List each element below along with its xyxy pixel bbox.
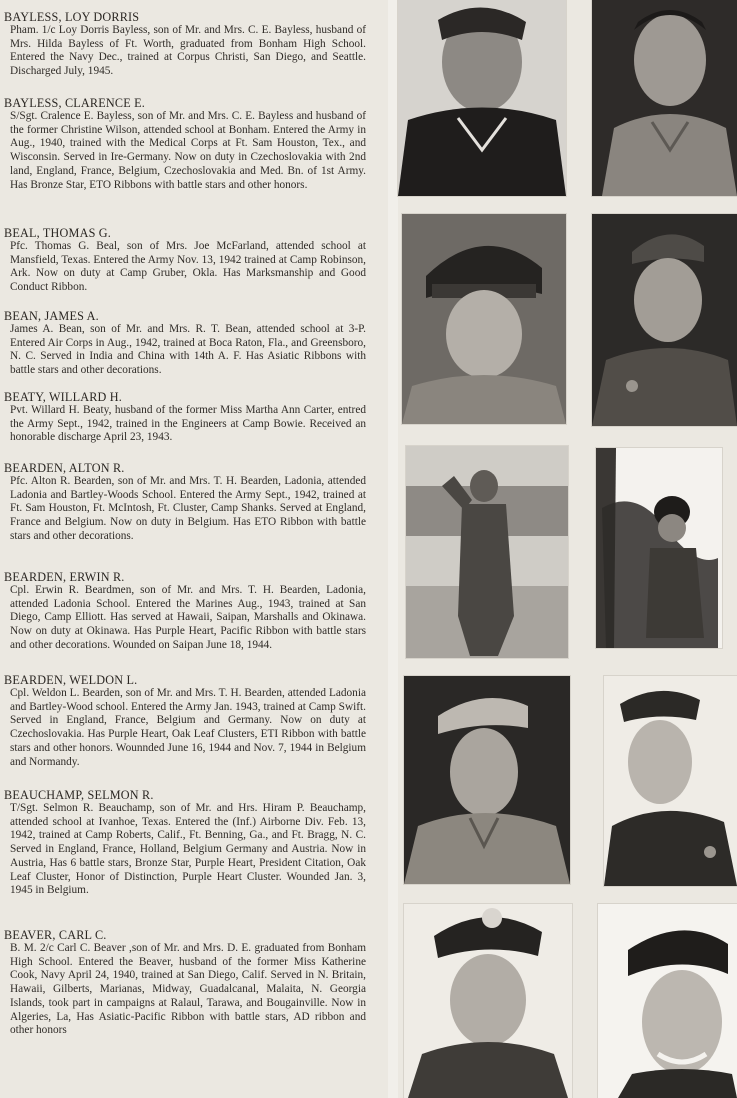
portrait-photo-garrison-cap (592, 214, 737, 426)
photo-saluting-soldier (406, 446, 568, 658)
portrait-photo-smiling-soldier (604, 676, 737, 886)
entry-beaver-carl (4, 928, 366, 1038)
entry-beaty-willard (4, 390, 366, 445)
portrait-photo-sailor (398, 0, 566, 196)
entry-body: S/Sgt. Cralence E. Bayless, son of Mr. and Mrs. C. E. Bayless and husband of the former Christine Wilson, attended school at Bonham. Entered the Army in Aug., 1940, trained with the Medical Corps at Ft. Sam Houston, Tex., and Wisconsin. Served in Ire-Germany. Now on duty in Czechoslovakia with 2nd land, England, France, Belgium, Czechoslovakia and Med. Bn. of 1st Army. Has Bronze Star, ETO Ribbons with battle stars and other honors. (10, 110, 366, 191)
entry-body: Cpl. Erwin R. Beardmen, son of Mr. and Mrs. T. H. Bearden, Ladonia, attended Ladonia School. Entered the Marines Aug., 1943, trained at San Diego, Camp Elliott. Has served at Hawaii, Saipan, Marshalls and Okinawa. Now on duty at Okinawa. Has Purple Heart, Pacific Ribbon with battle stars and other decorations. Wounded on Saipan June 18, 1944. (10, 584, 366, 651)
entry-name: BEAL, THOMAS G. (4, 226, 112, 240)
entry-bean-james (4, 309, 366, 378)
entry-body: James A. Bean, son of Mr. and Mrs. R. T. Bean, attended school at 3-P. Entered Air Corps in Aug., 1942, trained at Boca Raton, Fla., and Greensboro, N. C. Served in India and China with 14th A. F. Has Asiatic Ribbons with battle stars and other decorations. (10, 323, 366, 377)
entry-bearden-alton (4, 461, 366, 544)
entry-body: Pham. 1/c Loy Dorris Bayless, son of Mr. and Mrs. C. E. Bayless, husband of Mrs. Hilda Bayless of Ft. Worth, graduated from Bonham High School. Entered the Navy Dec., trained at Corpus Christi, San Diego, and Seattle. Discharged July, 1945. (10, 24, 366, 78)
entry-body: B. M. 2/c Carl C. Beaver ,son of Mr. and Mrs. D. E. graduated from Bonham High School. Entered the Beaver, husband of the former Miss Katherine Cook, Navy April 24, 1940, trained at San Diego, Calif. Served in N. Britain, Hawaii, Gilberts, Marianas, Midway, Guadalcanal, Malaita, N. Georgia Islands, took part in campaigns at Ralaul, Tarawa, and Bougainville. Now in Algeries, La, Has Asiatic-Pacific Ribbon with battle stars, AD ribbon and other honors (10, 942, 366, 1037)
entry-body: Pvt. Willard H. Beaty, husband of the former Miss Martha Ann Carter, entred the Army Sept., 1942, trained in the Engineers at Camp Bowie. Received an honorable discharge April 23, 1943. (10, 404, 366, 444)
entry-bayless-loy (4, 10, 366, 79)
entry-name: BEARDEN, WELDON L. (4, 673, 138, 687)
entry-body: Pfc. Alton R. Bearden, son of Mr. and Mrs. T. H. Bearden, Ladonia, attended Ladonia and Bartley-Woods School. Entered the Army Sept., 1942, trained at Ft. Sam Houston, Ft. McIntosh, Ft. Cluster, Camp Shanks. Served at England, France and Belgium. Now on duty in Belgium. Has ETO Ribbon with battle stars and other decorations. (10, 475, 366, 542)
entry-name: BEARDEN, ERWIN R. (4, 570, 125, 584)
entry-name: BAYLESS, LOY DORRIS (4, 10, 140, 24)
portrait-photo-overseas-cap (404, 676, 570, 884)
portrait-photo-soldier-with-cap (404, 904, 572, 1098)
entry-name: BEAN, JAMES A. (4, 309, 99, 323)
entry-bayless-clarence (4, 96, 366, 192)
entry-name: BEAUCHAMP, SELMON R. (4, 788, 154, 802)
entry-name: BAYLESS, CLARENCE E. (4, 96, 146, 110)
portrait-photo-officer-cap (402, 214, 566, 424)
entry-name: BEARDEN, ALTON R. (4, 461, 125, 475)
entry-bearden-weldon (4, 673, 366, 769)
entry-body: T/Sgt. Selmon R. Beauchamp, son of Mr. and Hrs. Hiram P. Beauchamp, attended school at Ivanhoe, Texas. Entered the (Inf.) Airborne Div. Feb. 13, 1942, trained at Camp Roberts, Calif., Ft. Benning, Ga., and Ft. Bragg, N. C. Served in England, France, Holland, Belgium Germany and Austria. Now in Austria, Has 6 battle stars, Bronze Star, Purple Heart, President Citation, Oak Leaf Cluster, Honor of Distinction, Purple Heart Cluster. Wounded Jan. 3, 1945 in Belgium. (10, 802, 366, 897)
entry-beal-thomas (4, 226, 366, 295)
entry-name: BEAVER, CARL C. (4, 928, 107, 942)
entry-body: Cpl. Weldon L. Bearden, son of Mr. and Mrs. T. H. Bearden, attended Ladonia and Bartley-Wood school. Entered the Army Jan. 1943, trained at Camp Swift. Served in England, France, Belgium and Germany. Now on duty at Czechoslovakia. Has Purple Heart, Oak Leaf Clusters, ETI Ribbon with battle stars and other honors. Wounnded June 16, 1944 and Nov. 7, 1944 in Belgium and Normandy. (10, 687, 366, 768)
entry-beauchamp-selmon (4, 788, 366, 898)
portrait-photo-sailor-smiling (598, 904, 737, 1098)
photo-marine-soldier (596, 448, 722, 648)
column-gutter (388, 0, 398, 1098)
entry-name: BEATY, WILLARD H. (4, 390, 123, 404)
entry-bearden-erwin (4, 570, 366, 653)
portrait-photo-civilian (592, 0, 737, 196)
entry-body: Pfc. Thomas G. Beal, son of Mrs. Joe McFarland, attended school at Mansfield, Texas. Entered the Army Nov. 13, 1942 trained at Camp Robinson, Ark. Now on duty at Camp Gruber, Okla. Has Marksmanship and Good Conduct Ribbon. (10, 240, 366, 294)
